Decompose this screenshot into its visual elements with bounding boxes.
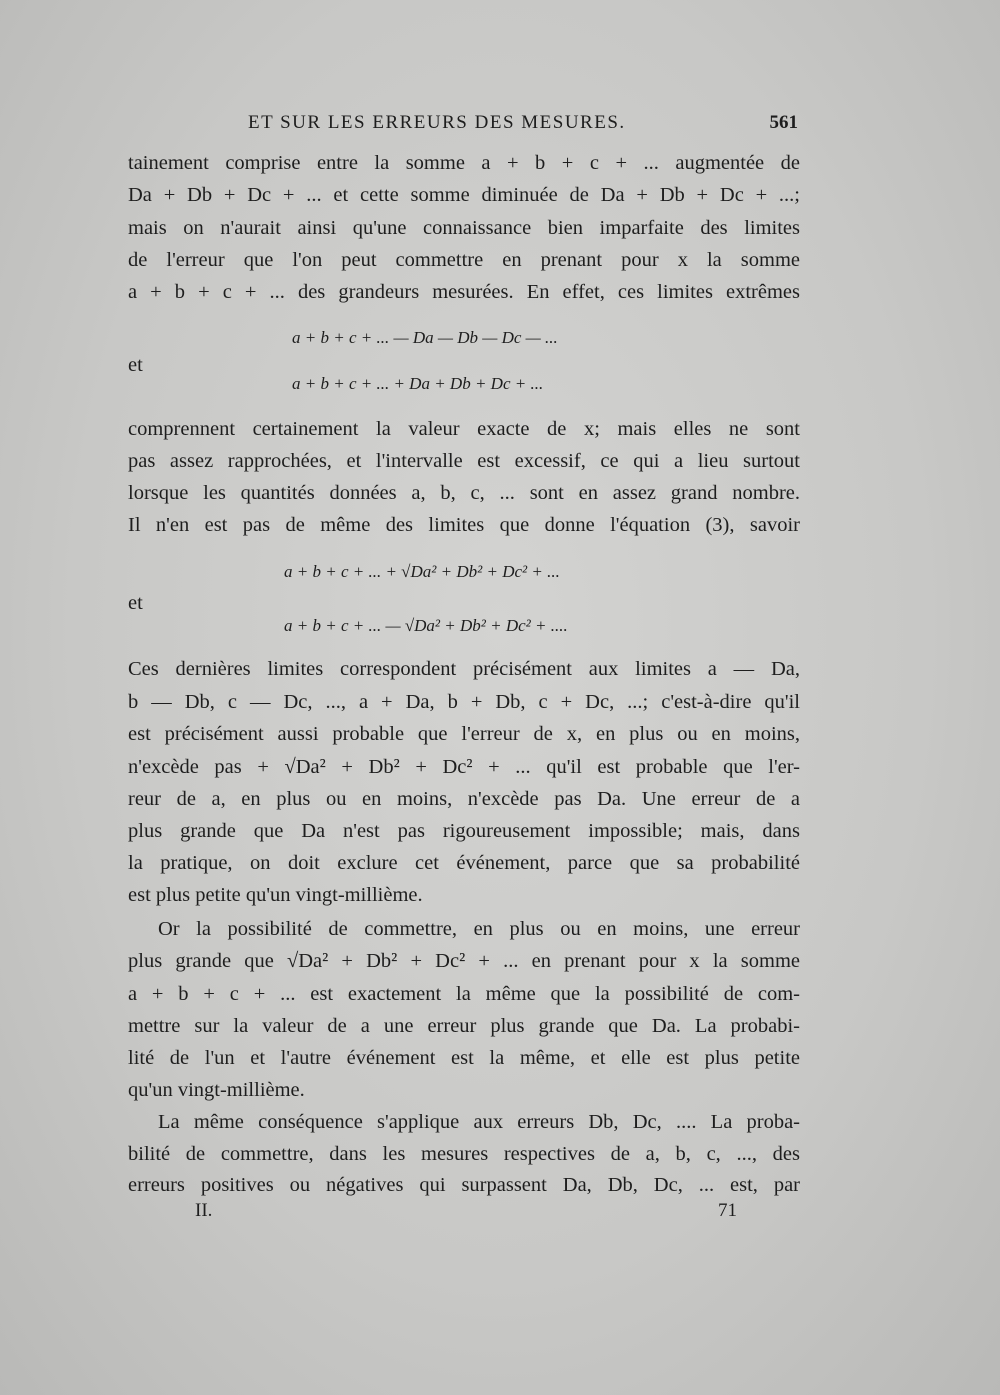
text-line-22: lité de l'un et l'autre événement est la même, et elle est plus petite [128, 1047, 800, 1069]
sheet-number: 71 [718, 1200, 737, 1221]
equation-sqrt-upper: a + b + c + ... + √Da² + Db² + Dc² + ... [284, 562, 560, 581]
text-line-2: Da + Db + Dc + ... et cette somme diminuée de Da + Db + Dc + ...; [128, 184, 800, 206]
text-line-16: la pratique, on doit exclure cet événement, parce que sa probabilité [128, 852, 800, 874]
equation-lower-bound: a + b + c + ... — Da — Db — Dc — ... [292, 328, 558, 347]
text-line-1: tainement comprise entre la somme a + b + c + ... augmentée de [128, 152, 800, 174]
text-line-3: mais on n'aurait ainsi qu'une connaissance bien imparfaite des limites [128, 217, 800, 239]
text-line-8: lorsque les quantités données a, b, c, ... sont en assez grand nombre. [128, 482, 800, 504]
text-line-14: reur de a, en plus ou en moins, n'excède pas Da. Une erreur de a [128, 788, 800, 810]
page-header [130, 112, 798, 142]
text-line-21: mettre sur la valeur de a une erreur plus grande que Da. La probabi- [128, 1015, 800, 1037]
conjunction-et-1: et [128, 354, 143, 376]
text-line-13: n'excède pas + √Da² + Db² + Dc² + ... qu'il est probable que l'er- [128, 756, 800, 778]
text-line-12: est précisément aussi probable que l'erreur de x, en plus ou en moins, [128, 723, 800, 745]
text-line-15: plus grande que Da n'est pas rigoureusement impossible; mais, dans [128, 820, 800, 842]
running-title: ET SUR LES ERREURS DES MESURES. [248, 112, 626, 133]
text-line-19: plus grande que √Da² + Db² + Dc² + ... en prenant pour x la somme [128, 950, 800, 972]
text-line-9: Il n'en est pas de même des limites que donne l'équation (3), savoir [128, 514, 800, 536]
text-line-10: Ces dernières limites correspondent précisément aux limites a — Da, [128, 658, 800, 680]
text-line-24: La même conséquence s'applique aux erreurs Db, Dc, .... La proba- [158, 1111, 800, 1133]
text-line-11: b — Db, c — Dc, ..., a + Da, b + Db, c + Dc, ...; c'est-à-dire qu'il [128, 691, 800, 713]
text-line-7: pas assez rapprochées, et l'intervalle est excessif, ce qui a lieu surtout [128, 450, 800, 472]
text-line-23: qu'un vingt-millième. [128, 1079, 305, 1101]
page-number: 561 [769, 112, 798, 133]
equation-upper-bound: a + b + c + ... + Da + Db + Dc + ... [292, 374, 544, 393]
text-line-4: de l'erreur que l'on peut commettre en prenant pour x la somme [128, 249, 800, 271]
text-line-6: comprennent certainement la valeur exacte de x; mais elles ne sont [128, 418, 800, 440]
conjunction-et-2: et [128, 592, 143, 614]
text-line-26: erreurs positives ou négatives qui surpassent Da, Db, Dc, ... est, par [128, 1174, 800, 1196]
text-line-17: est plus petite qu'un vingt-millième. [128, 884, 423, 906]
text-line-20: a + b + c + ... est exactement la même que la possibilité de com- [128, 983, 800, 1005]
signature-mark: II. [195, 1200, 213, 1221]
text-line-5: a + b + c + ... des grandeurs mesurées. En effet, ces limites extrêmes [128, 281, 800, 303]
text-line-25: bilité de commettre, dans les mesures respectives de a, b, c, ..., des [128, 1143, 800, 1165]
equation-sqrt-lower: a + b + c + ... — √Da² + Db² + Dc² + .... [284, 616, 568, 635]
text-line-18: Or la possibilité de commettre, en plus ou en moins, une erreur [158, 918, 800, 940]
